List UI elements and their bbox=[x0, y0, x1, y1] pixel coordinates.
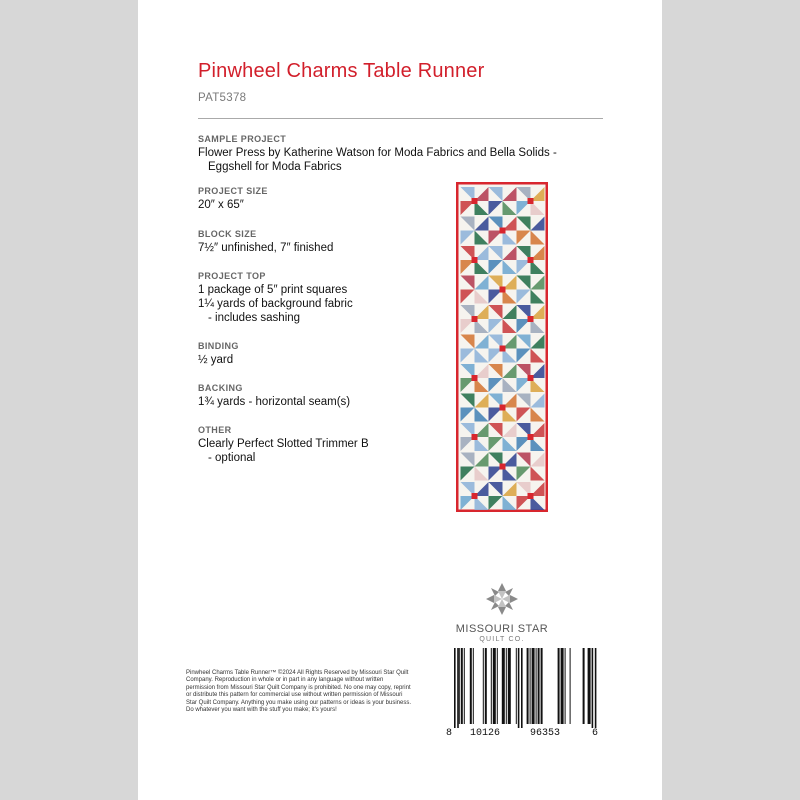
spec-value: 1¾ yards - horizontal seam(s) bbox=[198, 396, 351, 408]
cornerstone-square bbox=[500, 228, 506, 234]
spec-value: Eggshell for Moda Fabrics bbox=[208, 161, 342, 173]
cornerstone-square bbox=[472, 493, 478, 499]
barcode-bar bbox=[470, 648, 472, 724]
spec-value: ½ yard bbox=[198, 354, 234, 366]
table-runner-illustration bbox=[456, 182, 548, 512]
barcode-bar bbox=[561, 648, 564, 724]
barcode-bar bbox=[457, 648, 459, 728]
cornerstone-square bbox=[472, 434, 478, 440]
spec-value: - includes sashing bbox=[208, 312, 301, 324]
cornerstone-square bbox=[528, 375, 534, 381]
spec-label: OTHER bbox=[198, 425, 232, 435]
barcode-bar bbox=[516, 648, 517, 724]
spec-section bbox=[198, 425, 498, 465]
spec-value: - optional bbox=[208, 452, 256, 464]
barcode-bar bbox=[506, 648, 507, 724]
barcode-digit-group: 10126 bbox=[470, 728, 501, 739]
spec-label: PROJECT SIZE bbox=[198, 186, 268, 196]
barcode-bar bbox=[588, 648, 591, 724]
spec-value: 20″ x 65″ bbox=[198, 199, 244, 211]
cornerstone-square bbox=[500, 464, 506, 470]
spec-label: BACKING bbox=[198, 383, 243, 393]
spec-label: SAMPLE PROJECT bbox=[198, 134, 287, 144]
spec-value: Clearly Perfect Slotted Trimmer B bbox=[198, 438, 369, 450]
barcode-bar bbox=[491, 648, 492, 724]
barcode-bar bbox=[527, 648, 529, 724]
cornerstone-square bbox=[472, 198, 478, 204]
barcode-bar bbox=[485, 648, 487, 724]
spec-value: Flower Press by Katherine Watson for Moda Fabrics and Bella Solids - bbox=[198, 147, 557, 159]
barcode-bar bbox=[570, 648, 571, 724]
barcode-bar bbox=[464, 648, 465, 724]
barcode-bar bbox=[541, 648, 543, 724]
cornerstone-square bbox=[472, 375, 478, 381]
spec-section bbox=[198, 134, 557, 174]
barcode-bar bbox=[518, 648, 520, 728]
barcode-bar bbox=[592, 648, 594, 728]
barcode-bar bbox=[583, 648, 585, 724]
spec-section bbox=[198, 341, 498, 367]
barcode-bar bbox=[473, 648, 474, 724]
barcode-digit-group: 96353 bbox=[530, 728, 561, 739]
spec-value: 1 package of 5″ print squares bbox=[198, 284, 348, 296]
barcode bbox=[442, 646, 602, 742]
cornerstone-square bbox=[500, 287, 506, 293]
cornerstone-square bbox=[528, 434, 534, 440]
barcode-bar bbox=[521, 648, 523, 728]
cornerstone-square bbox=[472, 257, 478, 263]
page-title: Pinwheel Charms Table Runner bbox=[198, 60, 485, 82]
barcode-bar bbox=[497, 648, 498, 724]
pattern-code: PAT5378 bbox=[198, 92, 247, 104]
barcode-bar bbox=[454, 648, 456, 728]
barcode-bar bbox=[565, 648, 566, 724]
barcode-bar bbox=[483, 648, 484, 724]
brand-name: MISSOURI STAR bbox=[455, 623, 549, 635]
cornerstone-square bbox=[528, 198, 534, 204]
cornerstone-square bbox=[500, 405, 506, 411]
brand-logo bbox=[442, 582, 562, 643]
divider bbox=[198, 118, 603, 119]
spec-section bbox=[198, 271, 498, 325]
spec-value: 1¼ yards of background fabric bbox=[198, 298, 353, 310]
barcode-bar bbox=[493, 648, 496, 724]
barcode-bars bbox=[442, 646, 602, 730]
barcode-bar bbox=[538, 648, 540, 724]
spec-label: BINDING bbox=[198, 341, 239, 351]
cornerstone-square bbox=[528, 493, 534, 499]
cornerstone-square bbox=[472, 316, 478, 322]
cornerstone-square bbox=[500, 346, 506, 352]
pattern-back-cover bbox=[138, 0, 662, 800]
cornerstone-square bbox=[528, 257, 534, 263]
cornerstone-square bbox=[528, 316, 534, 322]
barcode-bar bbox=[532, 648, 535, 724]
copyright-notice: Pinwheel Charms Table Runner™ ©2024 All Rights Reserved by Missouri Star Quilt Company. Reproduction in whole or in part in any language without written permission from Missouri Star Quilt Company is prohibited. No one may copy, reprint or distribute this pattern for commercial use without written permission of Missouri Star Quilt Company. Anything you make using our patterns or ideas is your business. Do whatever you want with the stuff you make; it's yours! bbox=[186, 670, 412, 714]
barcode-bar bbox=[595, 648, 597, 728]
barcode-digit-group: 6 bbox=[592, 728, 599, 739]
barcode-bar bbox=[536, 648, 537, 724]
barcode-bar bbox=[461, 648, 463, 724]
barcode-bar bbox=[459, 648, 460, 724]
barcode-bar bbox=[508, 648, 511, 724]
barcode-bar bbox=[558, 648, 560, 724]
spec-section bbox=[198, 383, 498, 409]
spec-label: PROJECT TOP bbox=[198, 271, 266, 281]
spec-section bbox=[198, 229, 498, 255]
star-logo-icon bbox=[485, 582, 519, 616]
barcode-bar bbox=[502, 648, 505, 724]
barcode-bar bbox=[530, 648, 531, 724]
spec-label: BLOCK SIZE bbox=[198, 229, 257, 239]
spec-value: 7½″ unfinished, 7″ finished bbox=[198, 242, 334, 254]
spec-section bbox=[198, 186, 498, 212]
barcode-digit-group: 8 bbox=[446, 728, 453, 739]
brand-subtitle: QUILT CO. bbox=[479, 636, 525, 643]
